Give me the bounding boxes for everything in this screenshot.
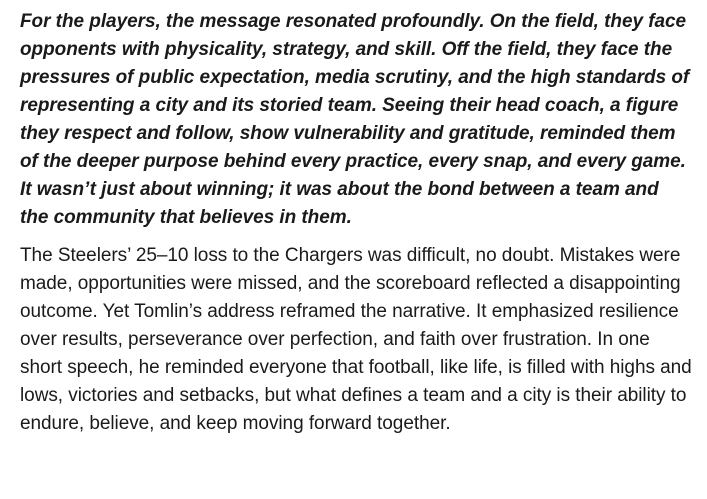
body-paragraph: The Steelers’ 25–10 loss to the Chargers was difficult, no doubt. Mistakes were made, opportunities were missed, and the scoreboard reflected a disappointing outcome. Yet Tomlin’s address reframed the narrative. It emphasized resilience over results, perseverance over perfection, and faith over frustration. In one short speech, he reminded everyone that football, like life, is filled with highs and lows, victories and setbacks, but what defines a team and a city is their ability to endure, believe, and keep moving forward together.: [20, 245, 692, 434]
emphasis-paragraph: For the players, the message resonated profoundly. On the field, they face opponents with physicality, strategy, and skill. Off the field, they face the pressures of public expectation, media scrutiny, and the high standards of representing a city and its storied team. Seeing their head coach, a figure they respect and follow, show vulnerability and gratitude, reminded them of the deeper purpose behind every practice, every snap, and every game. It wasn’t just about winning; it was about the bond between a team and the community that believes in them.: [20, 11, 690, 228]
article-body: [20, 8, 692, 438]
